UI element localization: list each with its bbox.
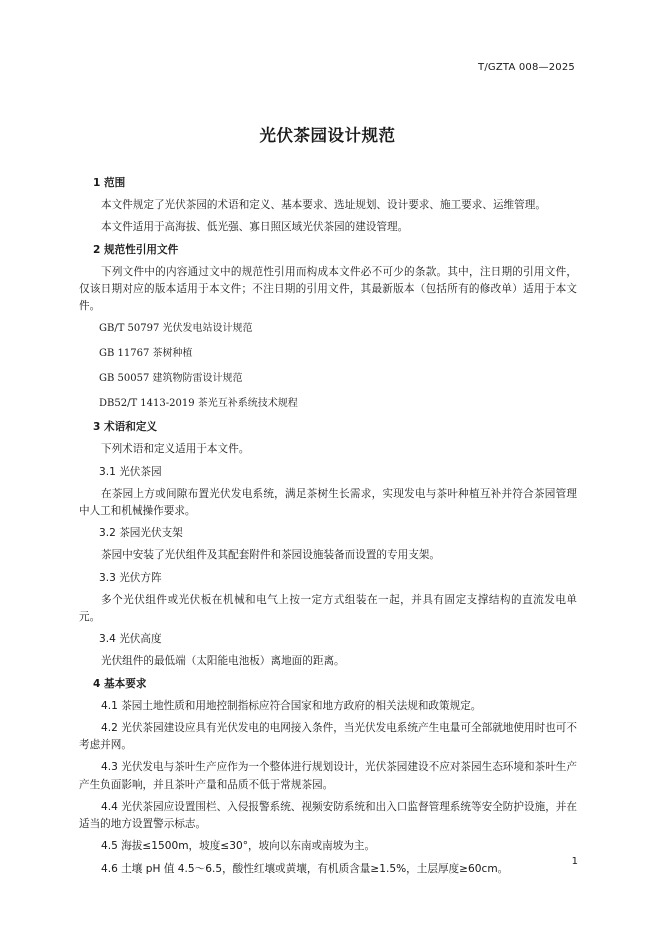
reference-item: GB/T 50797 光伏发电站设计规范: [99, 323, 253, 335]
clause: 4.1 茶园土地性质和用地控制指标应符合国家和地方政府的相关法规和政策规定。: [101, 699, 482, 712]
term-title: 3.1 光伏茶园: [99, 465, 162, 478]
reference-item: DB52/T 1413-2019 茶光互补系统技术规程: [99, 397, 298, 409]
section-heading-scope: 1 范围: [93, 177, 126, 189]
term-title: 3.3 光伏方阵: [99, 571, 162, 584]
reference-item: GB 50057 建筑物防雷设计规范: [99, 372, 243, 384]
clause: 4.3 光伏发电与茶叶生产应作为一个整体进行规划设计，光伏茶园建设不应对茶园生态环境和茶叶生产产生负面影响，并且茶叶产量和品质不低于常规茶园。: [79, 761, 577, 791]
term-title: 3.2 茶园光伏支架: [99, 527, 183, 540]
clause: 4.4 光伏茶园应设置围栏、入侵报警系统、视频安防系统和出入口监督管理系统等安全防护设施，并在适当的地方设置警示标志。: [79, 800, 577, 831]
term-definition: 在茶园上方或间隙布置光伏发电系统，满足茶树生长需求，实现发电与茶叶种植互补并符合茶园管理中人工和机械操作要求。: [79, 487, 577, 518]
paragraph: 本文件规定了光伏茶园的术语和定义、基本要求、选址规划、设计要求、施工要求、运维管理。: [101, 199, 546, 212]
standard-code: T/GZTA 008—2025: [478, 62, 575, 73]
document-body: [79, 175, 577, 883]
paragraph: 下列文件中的内容通过文中的规范性引用而构成本文件必不可少的条款。其中，注日期的引用文件，仅该日期对应的版本适用于本文件；不注日期的引用文件，其最新版本（包括所有的修改单）适用于本文件。: [79, 265, 577, 313]
section-heading-terms: 3 术语和定义: [93, 421, 158, 434]
term-definition: 茶园中安装了光伏组件及其配套附件和茶园设施装备而设置的专用支架。: [101, 549, 440, 562]
document-title: 光伏茶园设计规范: [259, 126, 396, 145]
section-heading-normative-references: 2 规范性引用文件: [93, 243, 179, 256]
paragraph: 下列术语和定义适用于本文件。: [101, 443, 250, 456]
reference-item: GB 11767 茶树种植: [99, 348, 193, 360]
clause: 4.6 土壤 pH 值 4.5～6.5，酸性红壤或黄壤，有机质含量≥1.5%，土层厚度≥60cm。: [101, 862, 509, 875]
paragraph: 本文件适用于高海拔、低光强、寡日照区域光伏茶园的建设管理。: [101, 221, 409, 234]
section-heading-basic-requirements: 4 基本要求: [93, 677, 147, 690]
term-title: 3.4 光伏高度: [99, 633, 162, 646]
clause: 4.5 海拔≤1500m，坡度≤30°，坡向以东南或南坡为主。: [101, 840, 376, 853]
page-number: 1: [571, 856, 578, 867]
term-definition: 多个光伏组件或光伏板在机械和电气上按一定方式组装在一起，并具有固定支撑结构的直流发电单元。: [79, 593, 577, 624]
term-definition: 光伏组件的最低端（太阳能电池板）离地面的距离。: [101, 655, 345, 668]
clause: 4.2 光伏茶园建设应具有光伏发电的电网接入条件，当光伏发电系统产生电量可全部就地使用时也可不考虑并网。: [79, 722, 577, 752]
